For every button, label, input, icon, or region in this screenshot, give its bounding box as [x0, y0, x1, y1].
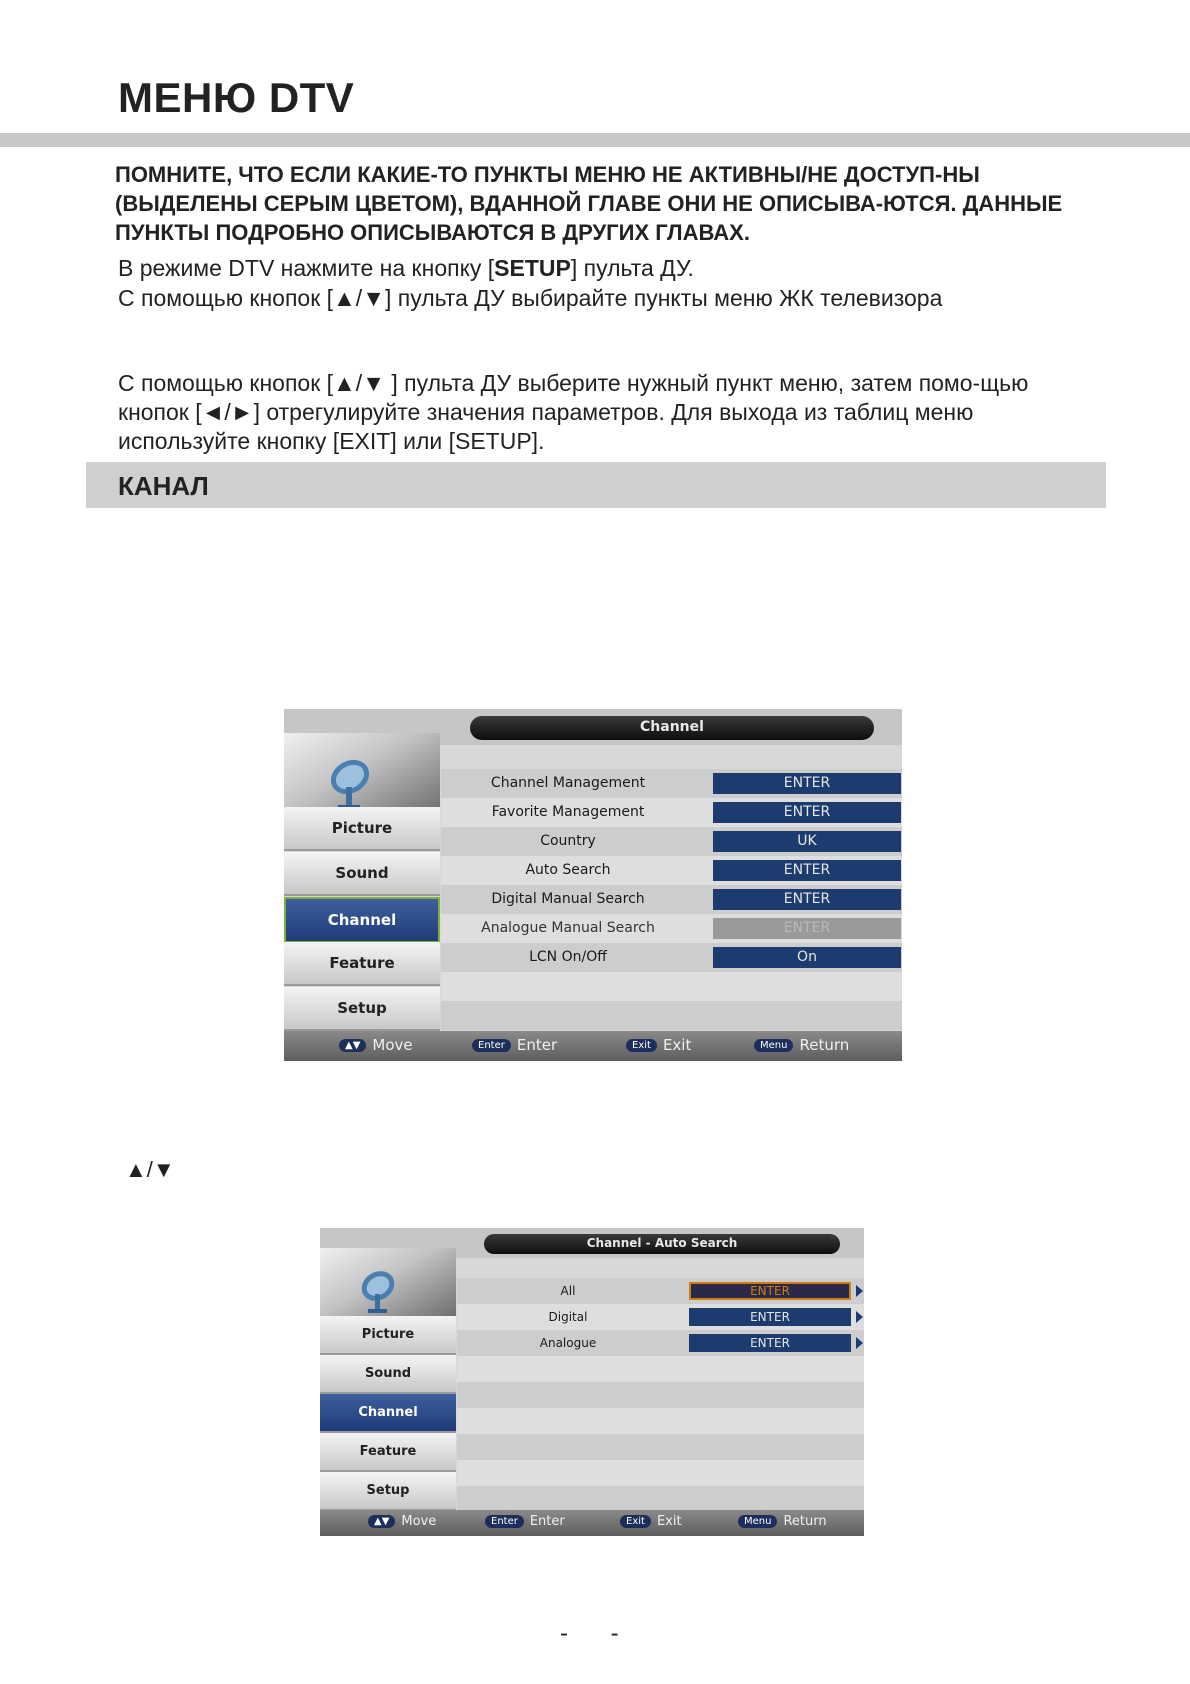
footer-enter: [485, 1514, 565, 1529]
menu-row: [457, 1356, 864, 1382]
menu-key-icon: Menu: [754, 1039, 793, 1052]
menu-row[interactable]: [441, 914, 902, 943]
menu-row: [457, 1382, 864, 1408]
enter-key-icon: Enter: [472, 1039, 511, 1052]
nav-picture[interactable]: Picture: [320, 1316, 456, 1355]
nav-setup[interactable]: Setup: [284, 987, 440, 1031]
menu-row: [441, 972, 902, 1001]
page-number: - -: [560, 1620, 637, 1647]
menu-row[interactable]: [441, 943, 902, 972]
menu-key-icon: Menu: [738, 1515, 777, 1528]
menu-row-value[interactable]: ENTER: [713, 773, 901, 794]
menu-row[interactable]: [457, 1330, 864, 1356]
menu-footer: [284, 1031, 902, 1061]
setup-key-label: SETUP: [494, 255, 571, 281]
footer-exit: [620, 1514, 682, 1529]
footer-enter-label: Enter: [529, 1514, 565, 1529]
menu-row-label: Analogue Manual Search: [481, 920, 655, 936]
menu-row-value[interactable]: ENTER: [689, 1282, 851, 1300]
menu-row[interactable]: [441, 798, 902, 827]
move-key-icon: ▲▼: [368, 1515, 395, 1528]
menu-row[interactable]: [441, 827, 902, 856]
menu-row: [457, 1408, 864, 1434]
nav-feature[interactable]: Feature: [284, 942, 440, 986]
intro-post: ] пульта ДУ.: [570, 255, 694, 281]
footer-exit-label: Exit: [656, 1514, 682, 1529]
footer-exit: [626, 1036, 691, 1054]
footer-return-label: Return: [783, 1514, 827, 1529]
footer-return-label: Return: [799, 1036, 850, 1054]
instruction-text: С помощью кнопок [▲/▼ ] пульта ДУ выберите нужный пункт меню, затем помо-щью кнопок [◄/►] отрегулируйте значения параметров. Для выхода из таблиц меню используйте кнопку [EXIT] или [SETUP].: [118, 370, 1029, 454]
channel-menu-screen: [284, 709, 902, 1061]
menu-row-label: LCN On/Off: [529, 949, 607, 965]
menu-row-value[interactable]: ENTER: [689, 1308, 851, 1326]
menu-row: [441, 1001, 902, 1030]
menu-row[interactable]: [457, 1304, 864, 1330]
nav-sound[interactable]: Sound: [320, 1355, 456, 1394]
nav-feature[interactable]: Feature: [320, 1433, 456, 1472]
intro-pre: В режиме DTV нажмите на кнопку [: [118, 255, 495, 281]
footer-return: [738, 1514, 827, 1529]
enter-key-icon: Enter: [485, 1515, 524, 1528]
nav-channel[interactable]: Channel: [320, 1394, 456, 1433]
section-header: [86, 462, 1106, 508]
right-arrow-icon[interactable]: [856, 1311, 863, 1323]
menu-row: [457, 1486, 864, 1512]
footer-enter: [472, 1036, 557, 1054]
title-divider: [0, 133, 1190, 147]
menu-row-label: All: [560, 1284, 576, 1298]
exit-key-icon: Exit: [620, 1515, 651, 1528]
section-title: КАНАЛ: [118, 471, 209, 501]
menu-row-value[interactable]: ENTER: [713, 889, 901, 910]
menu-footer: [320, 1510, 864, 1536]
menu-rows: [441, 745, 902, 1033]
menu-row-label: Digital Manual Search: [491, 891, 645, 907]
menu-row-value: ENTER: [713, 918, 901, 939]
intro-line-2: С помощью кнопок [▲/▼] пульта ДУ выбирайте пункты меню ЖК телевизора: [118, 285, 943, 311]
nav-sound[interactable]: Sound: [284, 852, 440, 896]
page-title: МЕНЮ DTV: [118, 74, 355, 121]
menu-row-label: Channel Management: [490, 775, 646, 791]
nav-picture[interactable]: Picture: [284, 807, 440, 851]
menu-row-value[interactable]: On: [713, 947, 901, 968]
move-key-icon: ▲▼: [339, 1039, 366, 1052]
menu-row-value[interactable]: UK: [713, 831, 901, 852]
menu-row: [457, 1434, 864, 1460]
menu-row: [457, 1460, 864, 1486]
auto-search-menu-screen: [320, 1228, 864, 1536]
menu-row[interactable]: [441, 885, 902, 914]
menu-row-value[interactable]: ENTER: [713, 860, 901, 881]
menu-row[interactable]: [441, 856, 902, 885]
footer-exit-label: Exit: [662, 1036, 692, 1054]
menu-header-title: Channel: [470, 716, 874, 740]
right-arrow-icon[interactable]: [856, 1285, 863, 1297]
footer-return: [754, 1036, 849, 1054]
right-arrow-icon[interactable]: [856, 1337, 863, 1349]
arrow-keys-note: ▲/▼: [125, 1157, 175, 1182]
nav-channel[interactable]: Channel: [284, 897, 440, 943]
menu-row-label: Auto Search: [525, 862, 611, 878]
exit-key-icon: Exit: [626, 1039, 657, 1052]
menu-rows: [457, 1258, 864, 1512]
footer-move-label: Move: [372, 1036, 413, 1054]
warning-note: ПОМНИТЕ, ЧТО ЕСЛИ КАКИЕ-ТО ПУНКТЫ МЕНЮ НЕ АКТИВНЫ/НЕ ДОСТУП-НЫ (ВЫДЕЛЕНЫ СЕРЫМ ЦВЕТОМ), ВДАННОЙ ГЛАВЕ ОНИ НЕ ОПИСЫВА-ЮТСЯ. ДАННЫЕ ПУНКТЫ ПОДРОБНО ОПИСЫВАЮТСЯ В ДРУГИХ ГЛАВАХ.: [115, 162, 1063, 245]
footer-move: [368, 1514, 436, 1529]
menu-row-value[interactable]: ENTER: [713, 802, 901, 823]
footer-move-label: Move: [401, 1514, 437, 1529]
menu-row-value[interactable]: ENTER: [689, 1334, 851, 1352]
menu-row[interactable]: [441, 769, 902, 798]
footer-enter-label: Enter: [516, 1036, 558, 1054]
nav-setup[interactable]: Setup: [320, 1472, 456, 1511]
intro-line-1: [118, 254, 694, 283]
menu-row-label: Country: [540, 833, 596, 849]
menu-header-title: Channel - Auto Search: [484, 1234, 840, 1254]
menu-row-label: Digital: [548, 1310, 588, 1324]
menu-row-label: Favorite Management: [491, 804, 645, 820]
menu-row-label: Analogue: [539, 1336, 597, 1350]
menu-row[interactable]: [457, 1278, 864, 1304]
footer-move: [339, 1036, 413, 1054]
